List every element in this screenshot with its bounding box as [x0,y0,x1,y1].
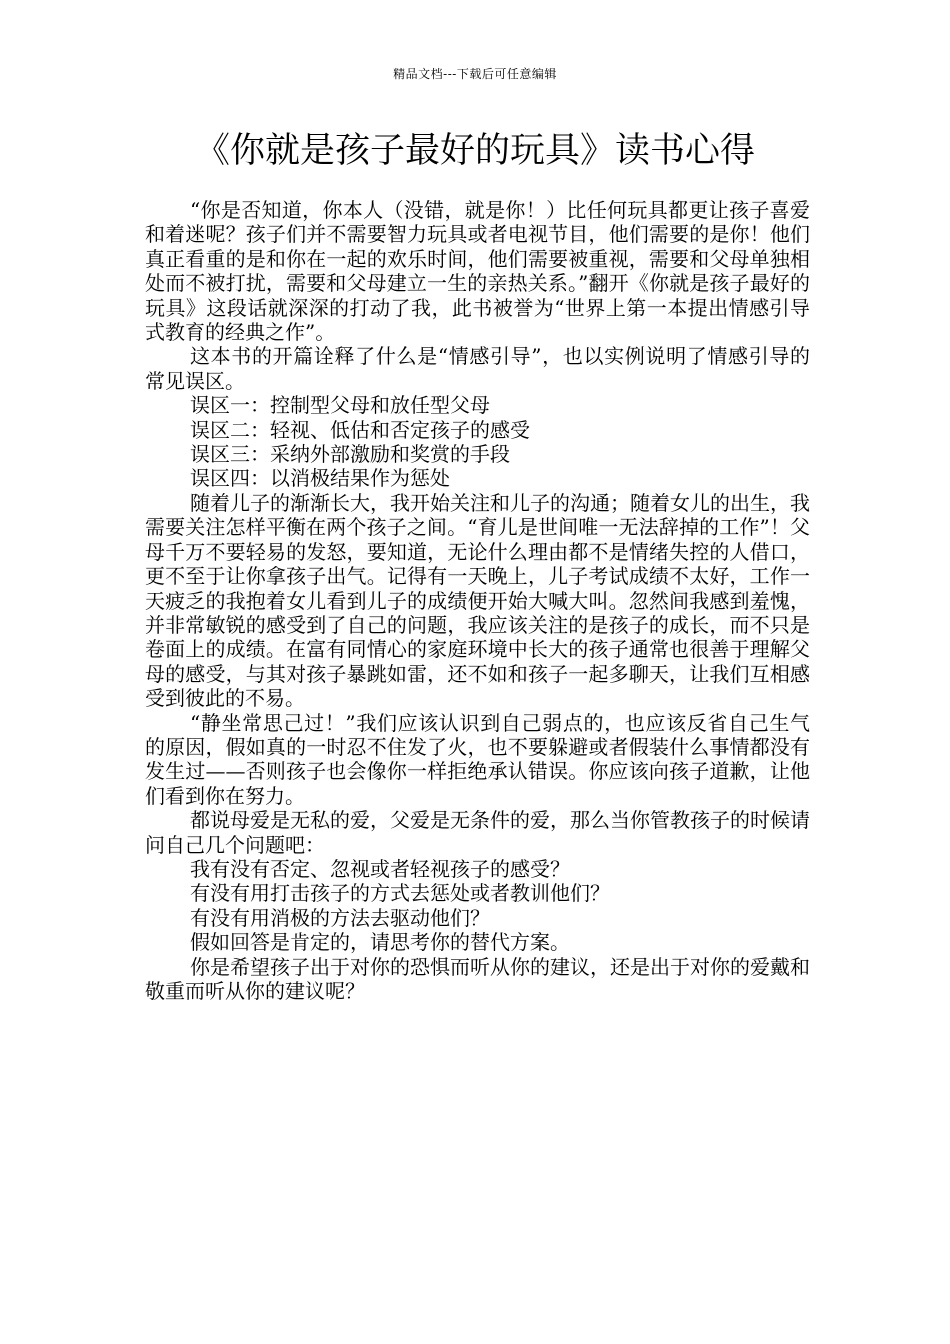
paragraph-myth-3: 误区三：采纳外部激励和奖赏的手段 [190,442,510,467]
header-note: 精品文档---下载后可任意编辑 [393,67,557,81]
paragraph-intro-quote: “你是否知道，你本人（没错，就是你！）比任何玩具都更让孩子喜爱和着迷呢？孩子们并不需要智力玩具或者电视节目，他们需要的是你！他们真正看重的是和你在一起的欢乐时间，他们需要被重视，需要和父母单独相处而不被打扰，需要和父母建立一生的亲热关系。”翻开《你就是孩子最好的玩具》这段话就深深的打动了我，此书被誉为“世界上第一本提出情感引导式教育的经典之作”。 [145,198,810,345]
paragraph-parental-love: 都说母爱是无私的爱，父爱是无条件的爱，那么当你管教孩子的时候请问自己几个问题吧： [145,808,810,857]
paragraph-question-2: 有没有用打击孩子的方式去惩处或者教训他们？ [190,881,610,906]
paragraph-myth-2: 误区二：轻视、低估和否定孩子的感受 [190,417,530,442]
document-body [145,198,810,1003]
paragraph-myth-4: 误区四：以消极结果作为惩处 [190,466,450,491]
paragraph-closing-question: 你是希望孩子出于对你的恐惧而听从你的建议，还是出于对你的爱戴和敬重而听从你的建议呢？ [145,954,810,1003]
paragraph-emotion-guidance: 这本书的开篇诠释了什么是“情感引导”，也以实例说明了情感引导的常见误区。 [145,344,810,393]
paragraph-self-reflection: “静坐常思己过！”我们应该认识到自己弱点的，也应该反省自己生气的原因，假如真的一时忍不住发了火，也不要躲避或者假装什么事情都没有发生过——否则孩子也会像你一样拒绝承认错误。你应该向孩子道歉，让他们看到你在努力。 [145,710,810,808]
paragraph-myth-1: 误区一：控制型父母和放任型父母 [190,393,490,418]
paragraph-question-1: 我有没有否定、忽视或者轻视孩子的感受？ [190,856,570,881]
document-title: 《你就是孩子最好的玩具》读书心得 [194,131,755,171]
paragraph-personal-story: 随着儿子的渐渐长大，我开始关注和儿子的沟通；随着女儿的出生，我需要关注怎样平衡在两个孩子之间。“育儿是世间唯一无法辞掉的工作”！父母千万不要轻易的发怒，要知道，无论什么理由都不是情绪失控的人借口，更不至于让你拿孩子出气。记得有一天晚上，儿子考试成绩不太好，工作一天疲乏的我抱着女儿看到儿子的成绩便开始大喊大叫。忽然间我感到羞愧，并非常敏锐的感受到了自己的问题，我应该关注的是孩子的成长，而不只是卷面上的成绩。在富有同情心的家庭环境中长大的孩子通常也很善于理解父母的感受，与其对孩子暴跳如雷，还不如和孩子一起多聊天，让我们互相感受到彼此的不易。 [145,490,810,711]
paragraph-question-3: 有没有用消极的方法去驱动他们？ [190,905,490,930]
paragraph-alternative: 假如回答是肯定的，请思考你的替代方案。 [190,930,570,955]
